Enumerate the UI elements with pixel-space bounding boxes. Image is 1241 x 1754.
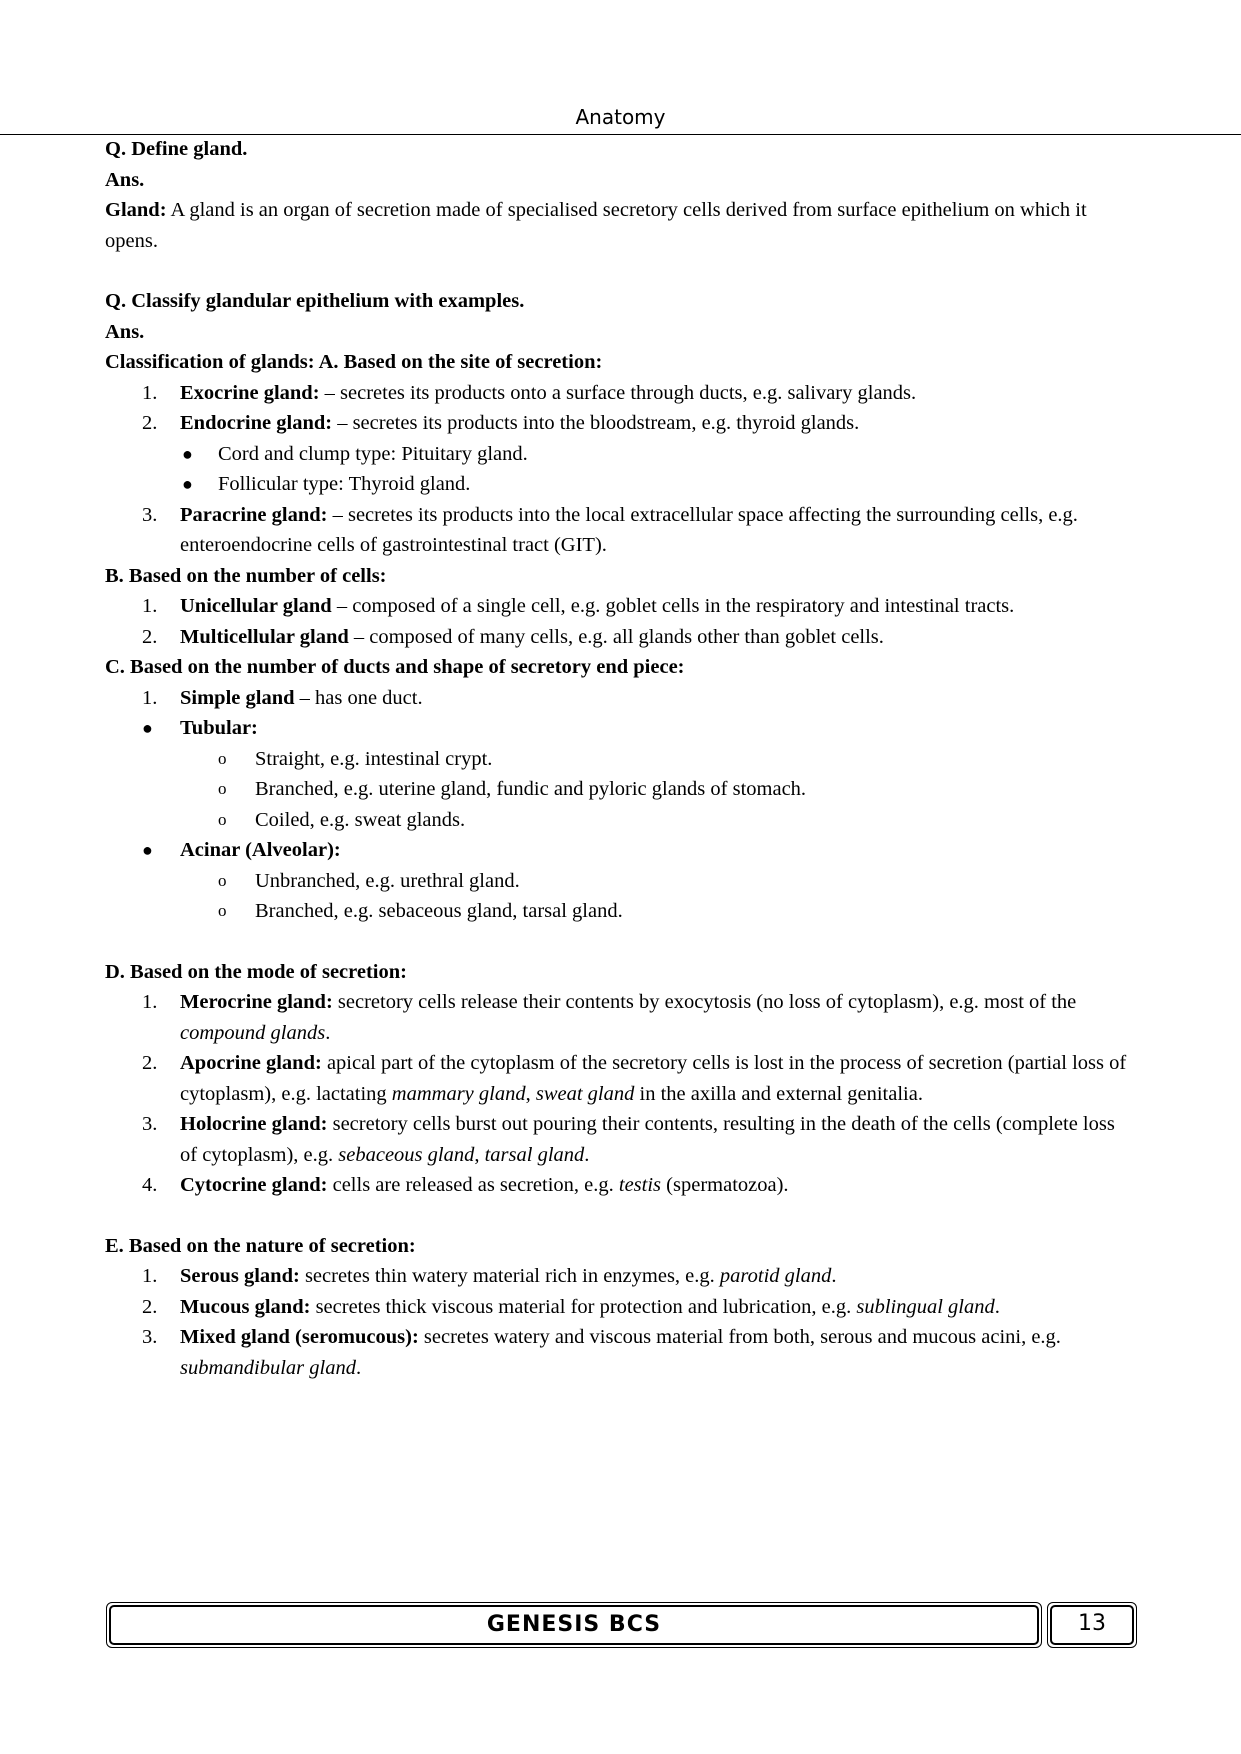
- bullet-item: ● Tubular:: [142, 717, 258, 739]
- list-item: 2. Mucous gland: secretes thick viscous material for protection and lubrication, e.g. sublingual gland.: [142, 1295, 1000, 1318]
- page-header-title: Anatomy: [575, 105, 666, 129]
- footer-brand-box: [106, 1602, 1042, 1648]
- sub-bullet-item: o Branched, e.g. uterine gland, fundic and pyloric glands of stomach.: [218, 778, 807, 800]
- question-heading: Q. Define gland.: [105, 138, 248, 160]
- list-item: 3. Mixed gland (seromucous): secretes watery and viscous material from both, serous and mucous acini, e.g. submandibular gland.: [142, 1326, 1061, 1379]
- page-content: [105, 134, 1135, 1383]
- footer-brand: GENESIS BCS: [486, 1612, 662, 1637]
- question-heading: Q. Classify glandular epithelium with examples.: [105, 290, 525, 312]
- page-number-box: [1047, 1602, 1137, 1648]
- list-item: 1. Simple gland – has one duct.: [142, 686, 423, 709]
- list-item: 4. Cytocrine gland: cells are released as secretion, e.g. testis (spermatozoa).: [142, 1174, 789, 1196]
- list-item: 2. Apocrine gland: apical part of the cytoplasm of the secretory cells is lost in the process of secretion (partial loss of cytoplasm), e.g. lactating mammary gland, sweat gland in the axilla and external genitalia.: [142, 1052, 1127, 1105]
- sub-bullet-item: o Coiled, e.g. sweat glands.: [218, 808, 466, 831]
- bullet-item: ● Acinar (Alveolar):: [142, 839, 341, 861]
- list-item: 1. Merocrine gland: secretory cells release their contents by exocytosis (no loss of cytoplasm), e.g. most of the compound glands.: [142, 991, 1077, 1044]
- section-heading: Classification of glands: A. Based on the site of secretion:: [105, 351, 603, 373]
- list-item: 1. Unicellular gland – composed of a single cell, e.g. goblet cells in the respiratory and intestinal tracts.: [142, 595, 1015, 617]
- list-item: 1. Serous gland: secretes thin watery material rich in enzymes, e.g. parotid gland.: [142, 1265, 837, 1287]
- section-heading: E. Based on the nature of secretion:: [105, 1234, 416, 1257]
- list-item: 2. Endocrine gland: – secretes its products into the bloodstream, e.g. thyroid glands.: [142, 412, 860, 434]
- answer-label: Ans.: [105, 168, 145, 191]
- section-heading: C. Based on the number of ducts and shape of secretory end piece:: [105, 656, 685, 678]
- list-item: 3. Holocrine gland: secretory cells burst out pouring their contents, resulting in the death of the cells (complete loss of cytoplasm), e.g. sebaceous gland, tarsal gland.: [142, 1113, 1115, 1166]
- sub-bullet-item: o Branched, e.g. sebaceous gland, tarsal gland.: [218, 900, 623, 922]
- bullet-item: ● Follicular type: Thyroid gland.: [182, 473, 471, 495]
- definition-paragraph: Gland: A gland is an organ of secretion made of specialised secretory cells derived from surface epithelium on which it opens.: [105, 199, 1087, 252]
- sub-bullet-item: o Unbranched, e.g. urethral gland.: [218, 869, 520, 892]
- section-heading: B. Based on the number of cells:: [105, 564, 387, 587]
- bullet-item: ● Cord and clump type: Pituitary gland.: [182, 442, 528, 465]
- list-item: 3. Paracrine gland: – secretes its products into the local extracellular space affecting the surrounding cells, e.g. enteroendocrine cells of gastrointestinal tract (GIT).: [142, 503, 1078, 556]
- sub-bullet-item: o Straight, e.g. intestinal crypt.: [218, 747, 493, 770]
- answer-label: Ans.: [105, 320, 145, 343]
- page-number: 13: [1078, 1611, 1106, 1636]
- list-item: 1. Exocrine gland: – secretes its products onto a surface through ducts, e.g. salivary glands.: [142, 381, 917, 404]
- section-heading: D. Based on the mode of secretion:: [105, 960, 407, 983]
- list-item: 2. Multicellular gland – composed of many cells, e.g. all glands other than goblet cells.: [142, 625, 884, 648]
